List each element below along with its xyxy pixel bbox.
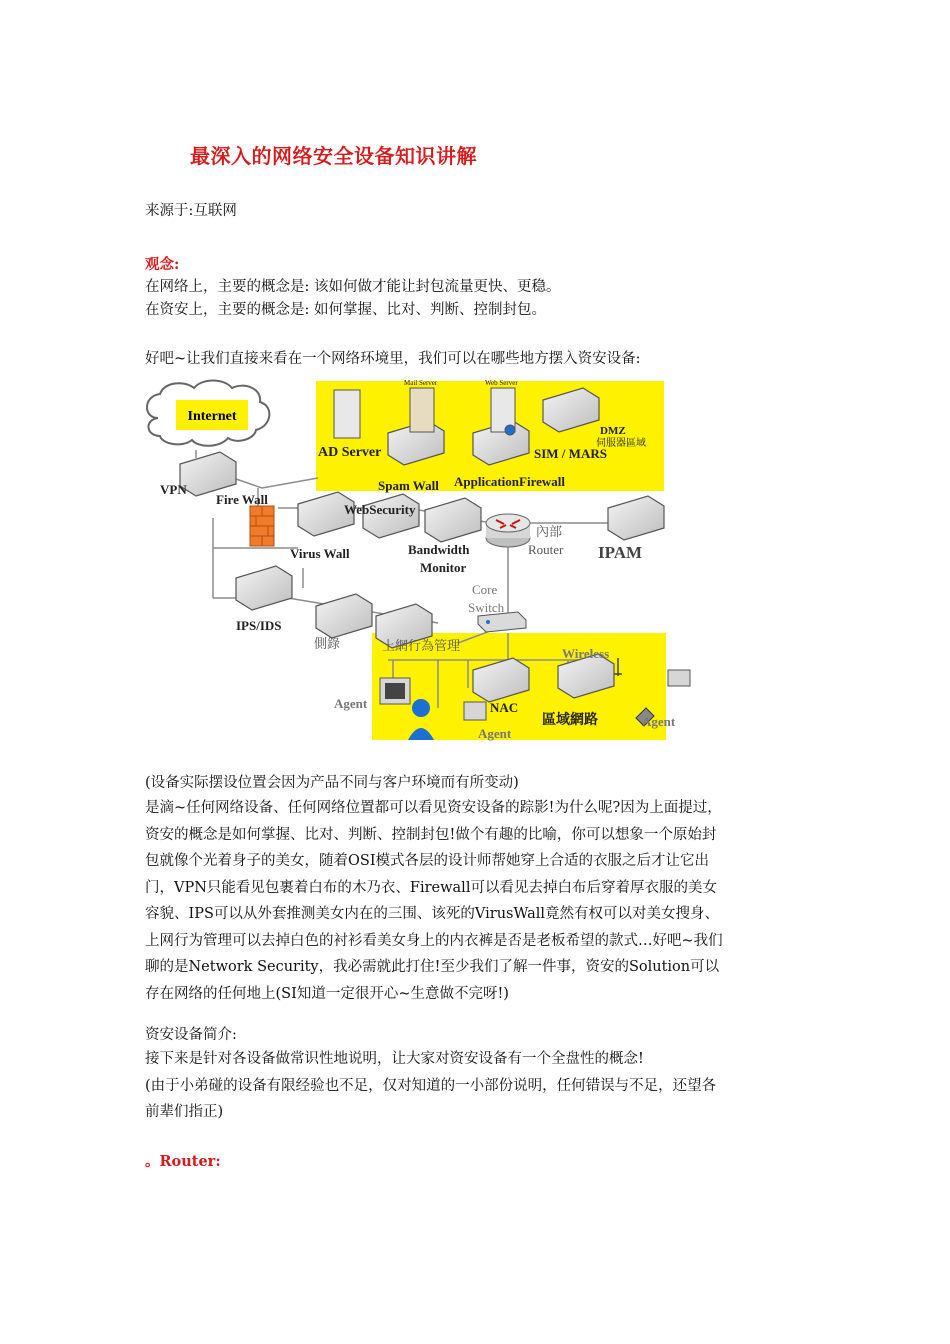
firewall-icon [250,506,274,546]
body-line: 存在网络的任何地上(SI知道一定很开心~生意做不完呀!) [145,985,509,1002]
label-agent-2: Agent [478,726,512,741]
ips-ids-box [236,566,292,610]
label-spam-wall: Spam Wall [378,478,439,493]
label-behavior: 上網行為管理 [382,638,461,653]
label-router: Router [528,542,564,557]
label-monitor: Monitor [420,560,467,575]
label-firewall: Fire Wall [216,492,268,507]
label-web-security: WebSecurity [344,502,416,517]
label-dmz: DMZ [600,425,626,437]
ipam-box [608,496,664,540]
label-wireless: Wireless [562,646,610,661]
summary-line: (由于小弟碰的设备有限经验也不足，仅对知道的一小部份说明，任何错误与不足，还望各 [145,1077,717,1094]
body-line: 资安的概念是如何掌握、比对、判断、控制封包!做个有趣的比喻，你可以想象一个原始封 [145,826,717,843]
label-agent-3: Agent [642,714,676,729]
label-web-server: Web Server [485,379,518,387]
internet-label: Internet [187,409,237,424]
diagram-caption: (设备实际摆设位置会因为产品不同与客户环境而有所变动) [145,775,519,791]
label-area-network: 區域網路 [542,713,598,728]
body-line: 容貌、IPS可以从外套推测美女内在的三围、该死的VirusWall竟然有权可以对美女搜身、 [145,906,720,922]
summary-paragraph [145,1046,825,1126]
document-title: 最深入的网络安全设备知识讲解 [190,144,477,168]
body-line: 是滴~任何网络设备、任何网络位置都可以看见资安设备的踪影!为什么呢?因为上面提过， [145,800,722,816]
label-ad-server: AD Server [318,445,382,460]
source-line: 来源于:互联网 [145,203,237,219]
label-inner: 內部 [536,524,563,539]
router-icon [486,514,530,547]
body-paragraph [145,795,825,1007]
bypass-box [316,594,372,638]
body-line: 上网行为管理可以去掉白色的衬衫看美女身上的内衣裤是否是老板希望的款式…好吧~我们 [145,932,723,949]
label-virus-wall: Virus Wall [290,546,350,561]
label-mail-server: Mail Server [404,379,438,387]
body-line: 聊的是Network Security，我必需就此打住!至少我们了解一件事，资安的Solution可以 [145,959,720,975]
intro-line: 好吧~让我们直接来看在一个网络环境里，我们可以在哪些地方摆入资安设备: [145,351,641,367]
concept-heading: 观念: [145,256,180,273]
label-switch: Switch [468,600,505,615]
summary-line: 前辈们指正) [145,1104,224,1120]
concept-line-2: 在资安上，主要的概念是: 如何掌握、比对、判断、控制封包。 [145,302,546,318]
network-diagram [138,378,698,778]
core-switch-icon [478,612,526,632]
internet-cloud [147,381,269,446]
router-heading: 。Router: [145,1153,221,1170]
label-vpn: VPN [160,482,187,497]
label-app-firewall: ApplicationFirewall [454,474,565,489]
label-agent-1: Agent [334,696,368,711]
label-bandwidth: Bandwidth [408,542,470,557]
label-ips-ids: IPS/IDS [236,618,282,633]
body-line: 包就像个光着身子的美女，随着OSI模式各层的设计师帮她穿上合适的衣服之后才让它出 [145,853,710,869]
label-nac: NAC [490,700,519,715]
body-line: 门，VPN只能看见包裹着白布的木乃衣、Firewall可以看见去掉白布后穿着厚衣服的美女 [145,879,717,896]
bandwidth-monitor-box [425,498,481,542]
label-sim-mars: SIM / MARS [534,446,607,461]
label-bypass: 側錄 [314,636,341,651]
concept-line-1: 在网络上，主要的概念是: 该如何做才能让封包流量更快、更稳。 [145,279,561,295]
label-dmz-sub: 伺服器區域 [596,438,646,449]
vpn-box [180,452,236,496]
summary-line: 接下来是针对各设备做常识性地说明，让大家对资安设备有一个全盘性的概念! [145,1051,644,1067]
label-ipam: IPAM [598,543,643,562]
summary-heading: 资安设备简介: [145,1027,237,1043]
label-core: Core [472,582,498,597]
